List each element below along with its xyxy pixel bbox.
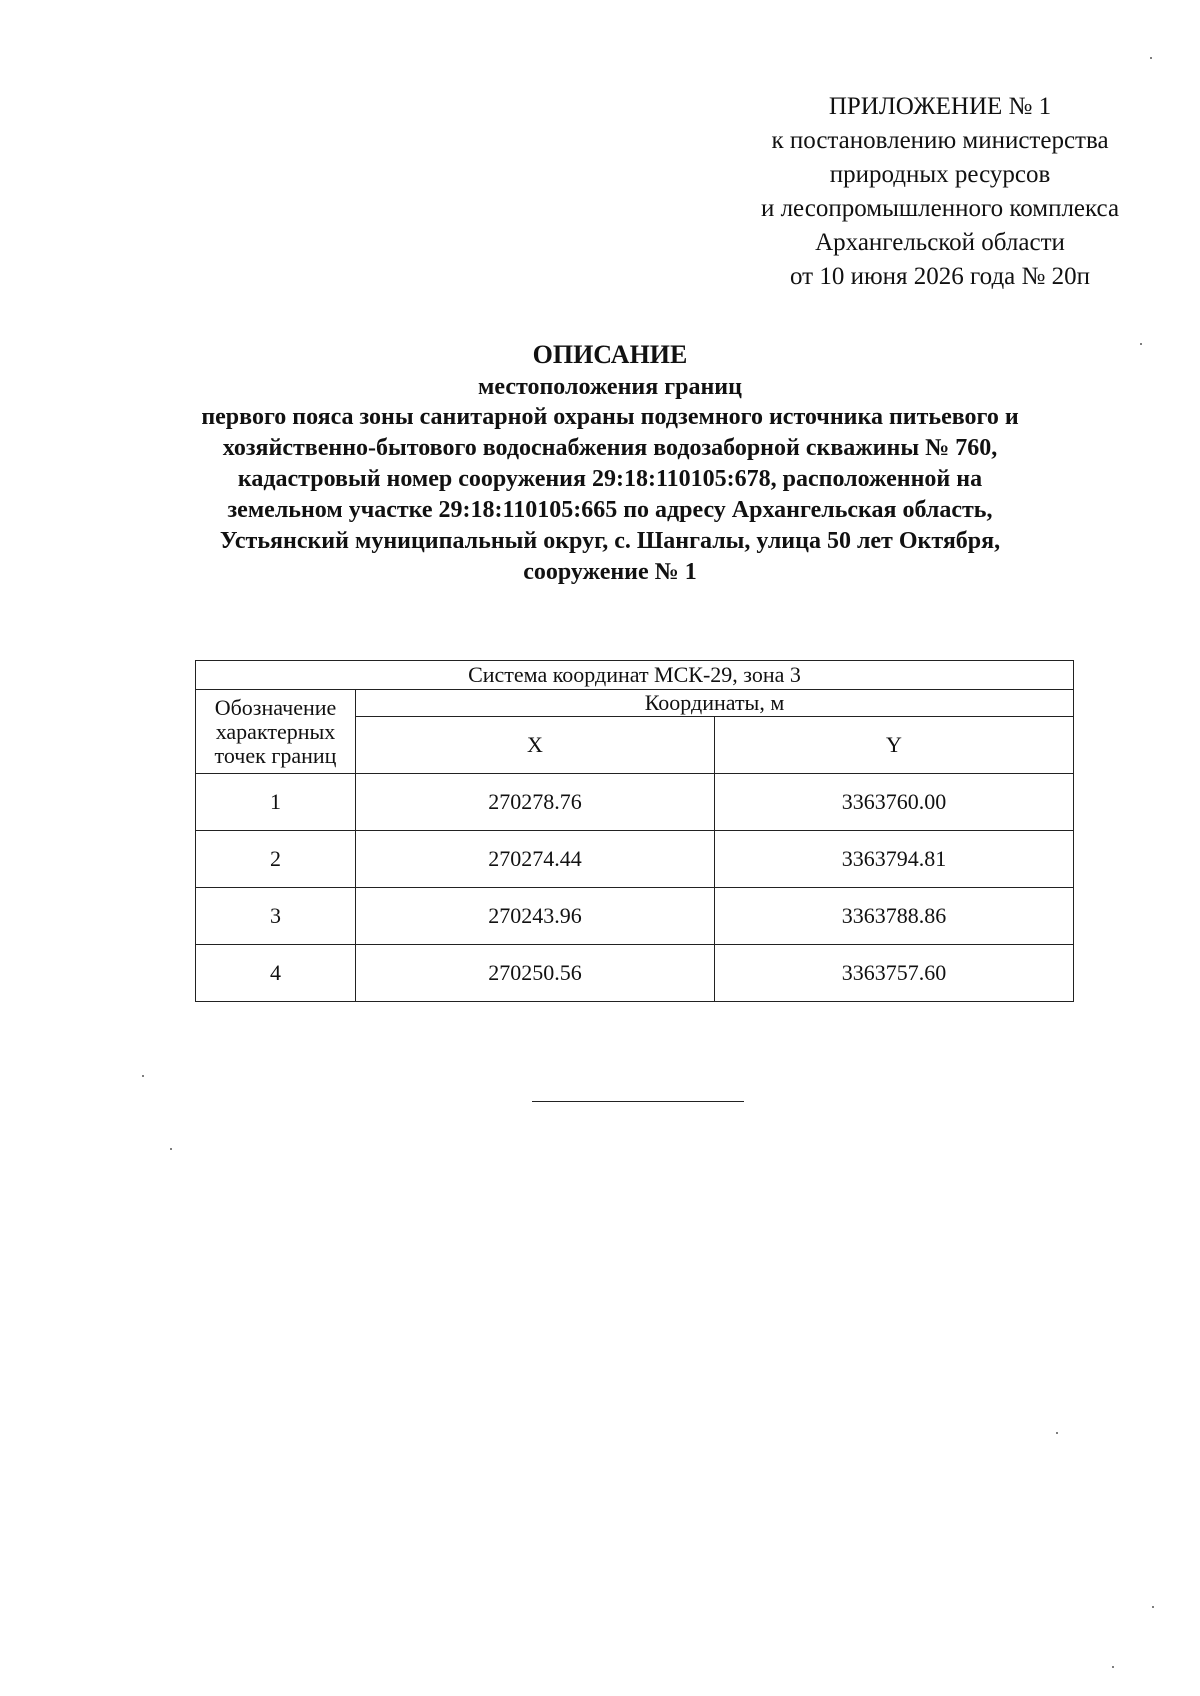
table-row bbox=[196, 774, 1074, 831]
document-heading bbox=[90, 338, 1130, 588]
description-line: хозяйственно-бытового водоснабжения водозаборной скважины № 760, bbox=[222, 435, 998, 461]
appendix-line: природных ресурсов bbox=[829, 161, 1051, 188]
y-header: Y bbox=[715, 717, 1074, 774]
description-line: первого пояса зоны санитарной охраны подземного источника питьевого и bbox=[201, 404, 1019, 430]
document-description bbox=[90, 402, 1130, 588]
x-header: X bbox=[356, 717, 715, 774]
header-row bbox=[196, 690, 1074, 717]
point-label-line: точек границ bbox=[214, 742, 337, 768]
coordinates-table bbox=[195, 660, 1074, 1002]
table-row bbox=[196, 831, 1074, 888]
coordinates-header: Координаты, м bbox=[356, 690, 1074, 717]
description-line: кадастровый номер сооружения 29:18:110105:678, расположенной на bbox=[237, 466, 983, 492]
point-number: 1 bbox=[196, 774, 356, 831]
scan-speck bbox=[142, 1075, 144, 1077]
table-row bbox=[196, 945, 1074, 1002]
point-label-header bbox=[196, 690, 356, 774]
description-line: Устьянский муниципальный округ, с. Шангалы, улица 50 лет Октября, bbox=[219, 528, 1001, 554]
point-number: 4 bbox=[196, 945, 356, 1002]
document-subtitle: местоположения границ bbox=[478, 374, 742, 400]
y-coordinate: 3363760.00 bbox=[715, 774, 1074, 831]
scan-speck bbox=[170, 1148, 172, 1150]
document-title: ОПИСАНИЕ bbox=[532, 340, 688, 369]
appendix-line: и лесопромышленного комплекса bbox=[760, 195, 1120, 222]
point-label-line: Обозначение bbox=[214, 694, 337, 720]
scan-speck bbox=[1056, 1432, 1058, 1434]
x-coordinate: 270243.96 bbox=[356, 888, 715, 945]
x-coordinate: 270278.76 bbox=[356, 774, 715, 831]
scan-speck bbox=[1112, 1666, 1114, 1668]
description-line: земельном участке 29:18:110105:665 по адресу Архангельская область, bbox=[227, 497, 993, 523]
x-coordinate: 270274.44 bbox=[356, 831, 715, 888]
appendix-line: Архангельской области bbox=[815, 229, 1065, 256]
appendix-line: к постановлению министерства bbox=[771, 127, 1109, 154]
point-label-line: характерных bbox=[215, 718, 336, 744]
table-row bbox=[196, 888, 1074, 945]
coordinate-system-row bbox=[196, 661, 1074, 690]
appendix-block bbox=[700, 90, 1180, 294]
point-number: 2 bbox=[196, 831, 356, 888]
y-coordinate: 3363788.86 bbox=[715, 888, 1074, 945]
point-number: 3 bbox=[196, 888, 356, 945]
coordinate-system-header: Система координат МСК-29, зона 3 bbox=[196, 661, 1074, 690]
y-coordinate: 3363794.81 bbox=[715, 831, 1074, 888]
scan-speck bbox=[1140, 343, 1142, 345]
scan-speck bbox=[1152, 1606, 1154, 1608]
end-divider-line bbox=[532, 1101, 744, 1102]
scan-speck bbox=[1150, 57, 1152, 59]
appendix-number: ПРИЛОЖЕНИЕ № 1 bbox=[828, 93, 1052, 120]
y-coordinate: 3363757.60 bbox=[715, 945, 1074, 1002]
description-line: сооружение № 1 bbox=[523, 559, 697, 585]
appendix-date: от 10 июня 2026 года № 20п bbox=[790, 263, 1090, 290]
x-coordinate: 270250.56 bbox=[356, 945, 715, 1002]
